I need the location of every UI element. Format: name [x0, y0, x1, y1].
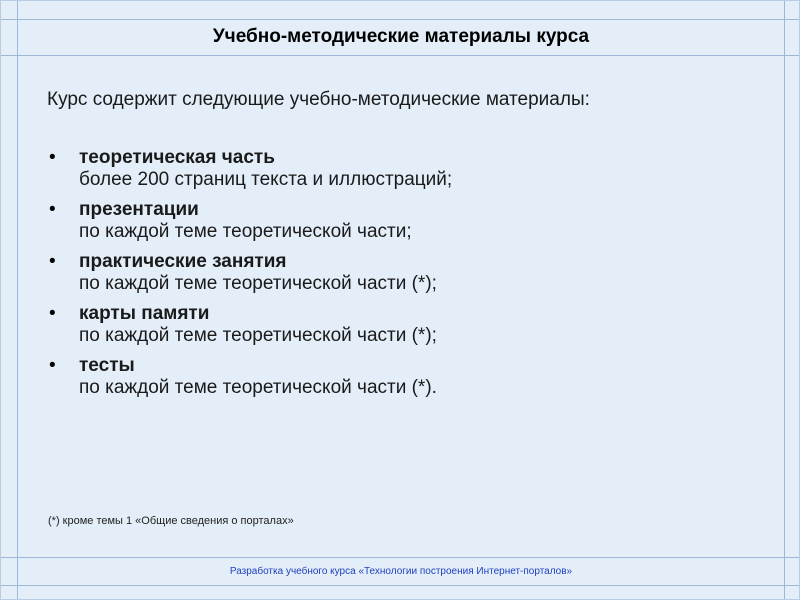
list-item — [47, 355, 747, 399]
materials-list — [47, 147, 747, 407]
frame-line-left — [17, 1, 18, 599]
frame-line-bottom — [1, 585, 799, 586]
item-description: по каждой теме теоретической части (*); — [79, 273, 437, 294]
list-item — [47, 199, 747, 243]
item-description: по каждой теме теоретической части (*). — [79, 377, 437, 398]
item-title: теоретическая часть — [79, 147, 275, 168]
item-description: более 200 страниц текста и иллюстраций; — [79, 169, 453, 190]
item-description: по каждой теме теоретической части (*); — [79, 325, 437, 346]
item-title: карты памяти — [79, 303, 210, 324]
intro-text: Курс содержит следующие учебно-методические материалы: — [47, 89, 590, 110]
slide-title: Учебно-методические материалы курса — [212, 26, 590, 47]
item-description: по каждой теме теоретической части; — [79, 221, 412, 242]
title-divider — [1, 55, 799, 56]
bullet-icon: • — [49, 251, 56, 272]
list-item — [47, 147, 747, 191]
item-title: тесты — [79, 355, 135, 376]
bullet-icon: • — [49, 355, 56, 376]
frame-line-right — [784, 1, 785, 599]
list-item — [47, 251, 747, 295]
item-title: практические занятия — [79, 251, 287, 272]
footnote: (*) кроме темы 1 «Общие сведения о порталах» — [48, 515, 294, 527]
bullet-icon: • — [49, 303, 56, 324]
list-item — [47, 303, 747, 347]
footer-text: Разработка учебного курса «Технологии построения Интернет-порталов» — [229, 565, 573, 577]
bullet-icon: • — [49, 147, 56, 168]
item-title: презентации — [79, 199, 199, 220]
bullet-icon: • — [49, 199, 56, 220]
